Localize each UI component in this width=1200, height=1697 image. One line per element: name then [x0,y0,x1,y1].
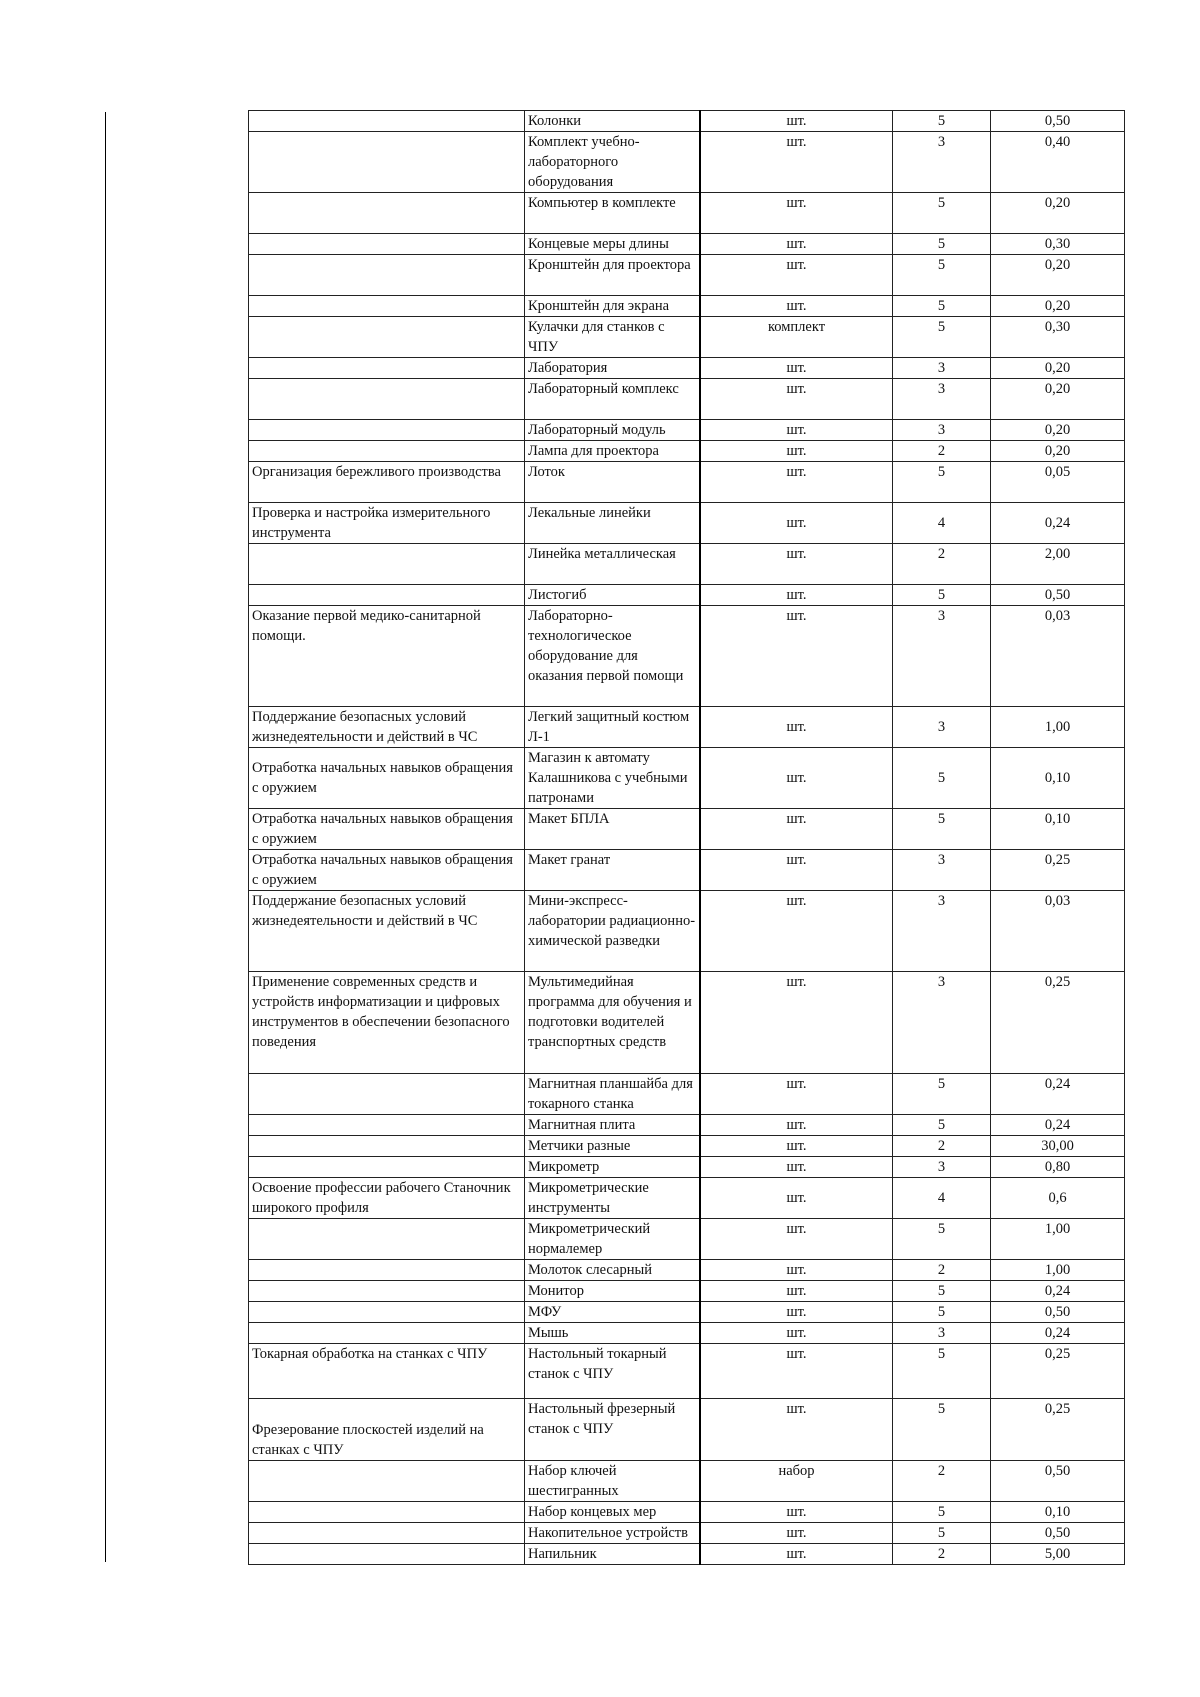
unit-cell: набор [700,1461,893,1502]
unit-cell: шт. [700,544,893,585]
equipment-name-cell: Монитор [525,1281,701,1302]
direction-cell [249,255,525,296]
quantity-cell: 3 [893,1323,991,1344]
direction-cell: Поддержание безопасных условий жизнедеятельности и действий в ЧС [249,891,525,972]
direction-cell [249,1523,525,1544]
unit-cell: шт. [700,1115,893,1136]
table-row [249,809,1125,850]
table-row [249,317,1125,358]
quantity-cell: 3 [893,132,991,193]
quantity-cell: 3 [893,972,991,1074]
quantity-cell: 2 [893,1544,991,1565]
amount-cell: 0,20 [991,420,1125,441]
table-row [249,111,1125,132]
amount-cell: 1,00 [991,707,1125,748]
table-row [249,358,1125,379]
direction-cell: Проверка и настройка измерительного инструмента [249,503,525,544]
equipment-table [248,110,1125,1565]
equipment-name-cell: Лабораторный модуль [525,420,701,441]
unit-cell: шт. [700,1260,893,1281]
equipment-name-cell: Напильник [525,1544,701,1565]
unit-cell: шт. [700,1281,893,1302]
unit-cell: шт. [700,972,893,1074]
equipment-name-cell: Комплект учебно-лабораторного оборудования [525,132,701,193]
direction-cell [249,296,525,317]
amount-cell: 0,25 [991,1344,1125,1399]
equipment-name-cell: Лоток [525,462,701,503]
amount-cell: 0,20 [991,358,1125,379]
table-row [249,132,1125,193]
direction-cell [249,1281,525,1302]
unit-cell: шт. [700,255,893,296]
quantity-cell: 5 [893,193,991,234]
amount-cell: 0,20 [991,193,1125,234]
unit-cell: шт. [700,891,893,972]
direction-cell [249,358,525,379]
direction-cell [249,544,525,585]
direction-cell [249,1115,525,1136]
unit-cell: шт. [700,462,893,503]
equipment-name-cell: Лаборатория [525,358,701,379]
amount-cell: 0,50 [991,1461,1125,1502]
equipment-name-cell: Листогиб [525,585,701,606]
amount-cell: 0,20 [991,441,1125,462]
unit-cell: шт. [700,1219,893,1260]
table-row [249,1344,1125,1399]
table-row [249,441,1125,462]
direction-cell [249,1157,525,1178]
equipment-name-cell: Кронштейн для проектора [525,255,701,296]
direction-cell [249,234,525,255]
table-row [249,1461,1125,1502]
direction-cell [249,1323,525,1344]
equipment-name-cell: МФУ [525,1302,701,1323]
equipment-name-cell: Настольный токарный станок с ЧПУ [525,1344,701,1399]
equipment-name-cell: Магнитная планшайба для токарного станка [525,1074,701,1115]
equipment-name-cell: Микрометр [525,1157,701,1178]
unit-cell: шт. [700,296,893,317]
quantity-cell: 4 [893,1178,991,1219]
amount-cell: 0,24 [991,1281,1125,1302]
equipment-name-cell: Мультимедийная программа для обучения и подготовки водителей транспортных средств [525,972,701,1074]
direction-cell: Применение современных средств и устройств информатизации и цифровых инструментов в обеспечении безопасного поведения [249,972,525,1074]
amount-cell: 0,10 [991,1502,1125,1523]
equipment-name-cell: Мышь [525,1323,701,1344]
table-row [249,1115,1125,1136]
table-row [249,1544,1125,1565]
quantity-cell: 5 [893,585,991,606]
amount-cell: 0,03 [991,891,1125,972]
table-row [249,255,1125,296]
direction-cell [249,585,525,606]
quantity-cell: 5 [893,255,991,296]
direction-cell [249,1136,525,1157]
unit-cell: шт. [700,420,893,441]
amount-cell: 0,24 [991,1074,1125,1115]
direction-cell [249,1260,525,1281]
page-margin-line [105,112,106,1562]
unit-cell: шт. [700,1523,893,1544]
table-row [249,972,1125,1074]
direction-cell [249,1219,525,1260]
quantity-cell: 2 [893,544,991,585]
unit-cell: шт. [700,707,893,748]
quantity-cell: 5 [893,1502,991,1523]
unit-cell: шт. [700,748,893,809]
amount-cell: 0,25 [991,972,1125,1074]
quantity-cell: 2 [893,441,991,462]
direction-cell [249,111,525,132]
amount-cell: 0,24 [991,503,1125,544]
quantity-cell: 5 [893,1523,991,1544]
quantity-cell: 5 [893,1115,991,1136]
equipment-name-cell: Настольный фрезерный станок с ЧПУ [525,1399,701,1461]
quantity-cell: 5 [893,1219,991,1260]
direction-cell: Фрезерование плоскостей изделий на станках с ЧПУ [249,1399,525,1461]
unit-cell: шт. [700,379,893,420]
amount-cell: 1,00 [991,1219,1125,1260]
quantity-cell: 5 [893,317,991,358]
quantity-cell: 2 [893,1461,991,1502]
amount-cell: 0,40 [991,132,1125,193]
amount-cell: 0,10 [991,809,1125,850]
table-row [249,1074,1125,1115]
table-row [249,748,1125,809]
direction-cell: Организация бережливого производства [249,462,525,503]
unit-cell: шт. [700,606,893,707]
quantity-cell: 5 [893,296,991,317]
unit-cell: шт. [700,1302,893,1323]
amount-cell: 1,00 [991,1260,1125,1281]
amount-cell: 30,00 [991,1136,1125,1157]
equipment-name-cell: Колонки [525,111,701,132]
quantity-cell: 3 [893,707,991,748]
unit-cell: шт. [700,1136,893,1157]
equipment-table-body [249,111,1125,1565]
quantity-cell: 5 [893,1281,991,1302]
unit-cell: шт. [700,1323,893,1344]
equipment-name-cell: Концевые меры длины [525,234,701,255]
table-row [249,1136,1125,1157]
amount-cell: 0,50 [991,585,1125,606]
unit-cell: шт. [700,809,893,850]
amount-cell: 0,80 [991,1157,1125,1178]
table-row [249,1281,1125,1302]
equipment-name-cell: Микрометрические инструменты [525,1178,701,1219]
direction-cell: Оказание первой медико-санитарной помощи. [249,606,525,707]
table-row [249,1157,1125,1178]
unit-cell: шт. [700,358,893,379]
direction-cell [249,1074,525,1115]
table-row [249,1302,1125,1323]
quantity-cell: 2 [893,1260,991,1281]
unit-cell: шт. [700,1074,893,1115]
direction-cell [249,317,525,358]
direction-cell [249,1302,525,1323]
amount-cell: 0,10 [991,748,1125,809]
table-row [249,420,1125,441]
table-row [249,234,1125,255]
direction-cell [249,1544,525,1565]
amount-cell: 0,03 [991,606,1125,707]
quantity-cell: 5 [893,1074,991,1115]
table-row [249,1219,1125,1260]
quantity-cell: 5 [893,111,991,132]
amount-cell: 0,20 [991,296,1125,317]
equipment-name-cell: Легкий защитный костюм Л-1 [525,707,701,748]
unit-cell: шт. [700,1544,893,1565]
unit-cell: шт. [700,1178,893,1219]
direction-cell: Отработка начальных навыков обращения с оружием [249,809,525,850]
equipment-name-cell: Молоток слесарный [525,1260,701,1281]
amount-cell: 0,24 [991,1115,1125,1136]
table-row [249,585,1125,606]
amount-cell: 0,50 [991,1523,1125,1544]
equipment-name-cell: Лабораторный комплекс [525,379,701,420]
equipment-name-cell: Накопительное устройств [525,1523,701,1544]
amount-cell: 0,30 [991,317,1125,358]
amount-cell: 0,25 [991,1399,1125,1461]
amount-cell: 0,20 [991,379,1125,420]
amount-cell: 0,6 [991,1178,1125,1219]
amount-cell: 0,20 [991,255,1125,296]
amount-cell: 0,05 [991,462,1125,503]
table-row [249,462,1125,503]
direction-cell [249,193,525,234]
equipment-name-cell: Лампа для проектора [525,441,701,462]
equipment-name-cell: Макет гранат [525,850,701,891]
table-row [249,503,1125,544]
amount-cell: 0,50 [991,1302,1125,1323]
direction-cell [249,441,525,462]
equipment-name-cell: Магнитная плита [525,1115,701,1136]
table-row [249,1502,1125,1523]
amount-cell: 5,00 [991,1544,1125,1565]
quantity-cell: 3 [893,1157,991,1178]
quantity-cell: 4 [893,503,991,544]
table-row [249,379,1125,420]
quantity-cell: 5 [893,1344,991,1399]
table-row [249,850,1125,891]
quantity-cell: 5 [893,748,991,809]
equipment-name-cell: Набор ключей шестигранных [525,1461,701,1502]
table-row [249,707,1125,748]
equipment-name-cell: Метчики разные [525,1136,701,1157]
quantity-cell: 5 [893,809,991,850]
quantity-cell: 3 [893,606,991,707]
equipment-name-cell: Линейка металлическая [525,544,701,585]
equipment-name-cell: Кронштейн для экрана [525,296,701,317]
unit-cell: шт. [700,1399,893,1461]
equipment-name-cell: Микрометрический нормалемер [525,1219,701,1260]
table-row [249,544,1125,585]
quantity-cell: 5 [893,1302,991,1323]
quantity-cell: 5 [893,462,991,503]
quantity-cell: 3 [893,891,991,972]
equipment-name-cell: Макет БПЛА [525,809,701,850]
quantity-cell: 5 [893,234,991,255]
direction-cell [249,132,525,193]
equipment-name-cell: Лабораторно-технологическое оборудование для оказания первой помощи [525,606,701,707]
quantity-cell: 3 [893,379,991,420]
quantity-cell: 3 [893,850,991,891]
equipment-name-cell: Магазин к автомату Калашникова с учебными патронами [525,748,701,809]
direction-cell: Освоение профессии рабочего Станочник широкого профиля [249,1178,525,1219]
equipment-name-cell: Кулачки для станков с ЧПУ [525,317,701,358]
unit-cell: шт. [700,1502,893,1523]
unit-cell: шт. [700,441,893,462]
unit-cell: шт. [700,193,893,234]
table-row [249,1323,1125,1344]
amount-cell: 0,24 [991,1323,1125,1344]
unit-cell: шт. [700,132,893,193]
quantity-cell: 3 [893,420,991,441]
table-row [249,296,1125,317]
unit-cell: шт. [700,1344,893,1399]
unit-cell: шт. [700,850,893,891]
table-row [249,1399,1125,1461]
equipment-name-cell: Компьютер в комплекте [525,193,701,234]
amount-cell: 2,00 [991,544,1125,585]
unit-cell: комплект [700,317,893,358]
equipment-name-cell: Лекальные линейки [525,503,701,544]
direction-cell [249,1502,525,1523]
direction-cell: Токарная обработка на станках с ЧПУ [249,1344,525,1399]
amount-cell: 0,30 [991,234,1125,255]
unit-cell: шт. [700,234,893,255]
unit-cell: шт. [700,1157,893,1178]
unit-cell: шт. [700,111,893,132]
direction-cell: Отработка начальных навыков обращения с оружием [249,850,525,891]
direction-cell [249,379,525,420]
table-row [249,1178,1125,1219]
unit-cell: шт. [700,585,893,606]
direction-cell: Поддержание безопасных условий жизнедеятельности и действий в ЧС [249,707,525,748]
direction-cell [249,1461,525,1502]
table-row [249,1523,1125,1544]
quantity-cell: 3 [893,358,991,379]
amount-cell: 0,50 [991,111,1125,132]
equipment-name-cell: Мини-экспресс-лаборатории радиационно-химической разведки [525,891,701,972]
table-row [249,606,1125,707]
table-row [249,891,1125,972]
quantity-cell: 5 [893,1399,991,1461]
equipment-name-cell: Набор концевых мер [525,1502,701,1523]
direction-cell [249,420,525,441]
table-row [249,193,1125,234]
unit-cell: шт. [700,503,893,544]
direction-cell: Отработка начальных навыков обращения с оружием [249,748,525,809]
amount-cell: 0,25 [991,850,1125,891]
quantity-cell: 2 [893,1136,991,1157]
table-row [249,1260,1125,1281]
